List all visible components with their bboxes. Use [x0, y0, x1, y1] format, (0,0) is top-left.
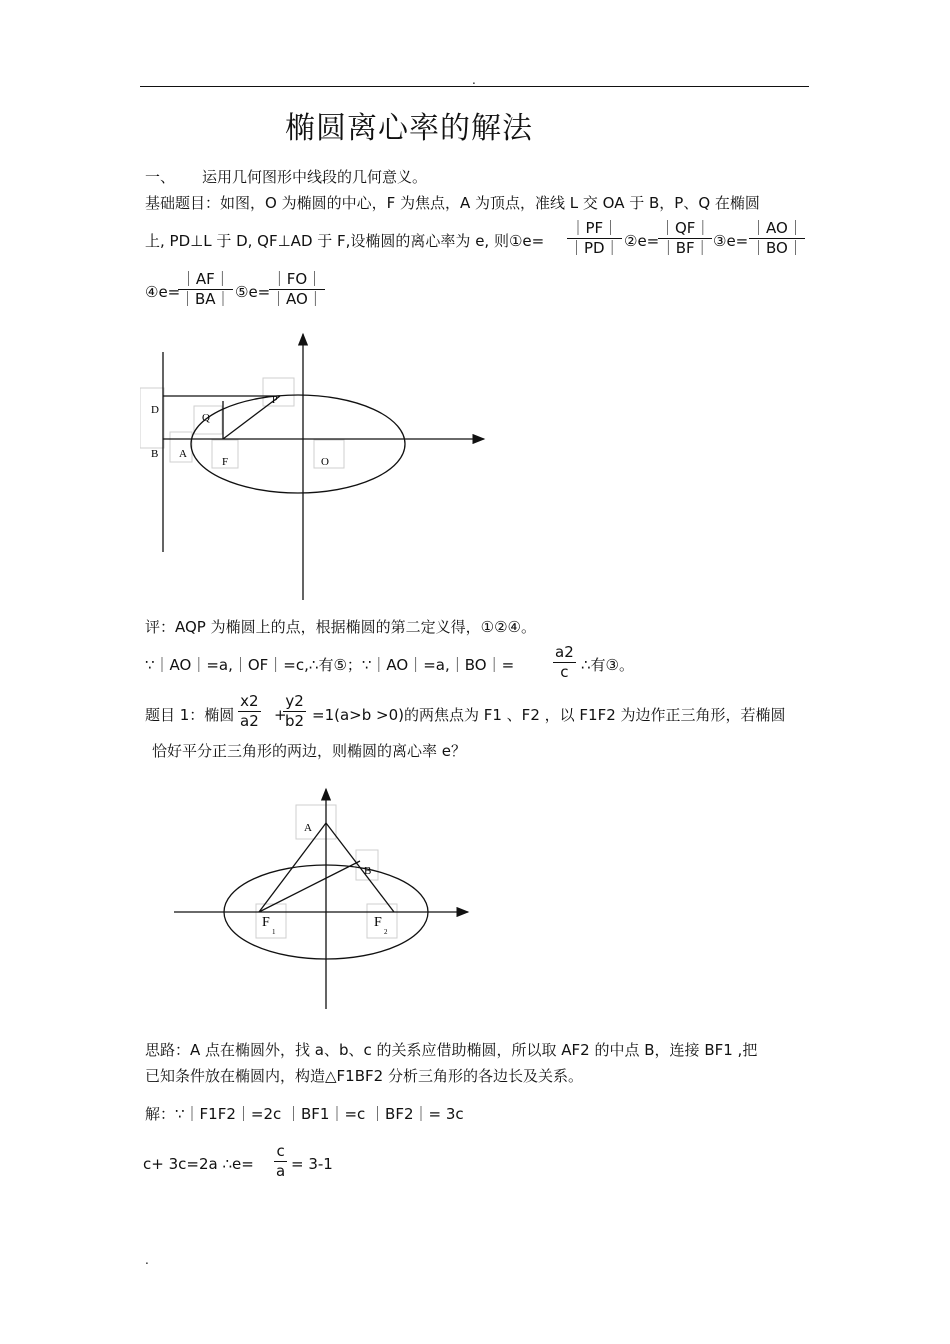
- fraction-numerator: ｜AO｜: [749, 219, 805, 239]
- fraction-c-a: [274, 1142, 287, 1181]
- segment-f1-b: [259, 861, 360, 912]
- label-box: [296, 805, 336, 839]
- point-subscript: 1: [272, 928, 276, 936]
- label-box: [140, 388, 164, 448]
- point-label: F: [222, 456, 229, 468]
- comment-line2-suffix: ∴有③。: [581, 656, 634, 674]
- point-subscript: 2: [384, 928, 388, 936]
- problem1-prefix: 题目 1：椭圆: [145, 706, 235, 724]
- fraction-numerator: ｜PF｜: [567, 219, 622, 239]
- fraction-denominator: ｜PD｜: [569, 239, 620, 257]
- fraction-qf-bf: [658, 219, 712, 258]
- point-label: D: [151, 404, 159, 416]
- section-number: 一、: [145, 168, 176, 186]
- point-label: Q: [202, 412, 210, 424]
- formula-3-label: ③e=: [713, 232, 749, 250]
- segment-a-f2: [326, 823, 394, 912]
- thinking-line1: 思路：A 点在椭圆外，找 a、b、c 的关系应借助椭圆，所以取 AF2 的中点 B，连接 BF1 ,把: [145, 1041, 758, 1059]
- fraction-denominator: c: [560, 663, 569, 681]
- section-heading: 运用几何图形中线段的几何意义。: [202, 168, 428, 186]
- header-rule: [140, 86, 809, 87]
- fraction-numerator: a2: [555, 643, 574, 661]
- fraction-denominator: a2: [240, 712, 259, 730]
- fraction-denominator: a: [276, 1162, 286, 1180]
- thinking-line2: 已知条件放在椭圆内，构造△F1BF2 分析三角形的各边长及关系。: [145, 1067, 583, 1085]
- solution-line1: 解：∵｜F1F2｜=2c ｜BF1｜=c ｜BF2｜= 3c: [145, 1105, 464, 1123]
- formula-5-label: ⑤e=: [235, 283, 271, 301]
- point-label: A: [304, 822, 312, 834]
- fraction-numerator: ｜FO｜: [269, 270, 325, 290]
- fraction-denominator: b2: [285, 712, 305, 730]
- problem1-line2: 恰好平分正三角形的两边，则椭圆的离心率 e？: [152, 742, 466, 760]
- point-label: B: [364, 865, 372, 877]
- solution-line2-suffix: = 3-1: [291, 1155, 333, 1173]
- comment-line1: 评：AQP 为椭圆上的点，根据椭圆的第二定义得，①②④。: [145, 618, 536, 636]
- plus-sign: +: [274, 706, 287, 724]
- basic-problem-line1: 基础题目：如图，O 为椭圆的中心，F 为焦点，A 为顶点，准线 L 交 OA 于 B，P、Q 在椭圆: [145, 194, 760, 212]
- segment-f1-a: [259, 823, 326, 912]
- fraction-denominator: ｜BF｜: [660, 239, 710, 257]
- formula-4-label: ④e=: [145, 283, 181, 301]
- fraction-x2-a2: [238, 692, 261, 731]
- fraction-af-ba: [178, 270, 233, 309]
- fraction-numerator: ｜AF｜: [178, 270, 233, 290]
- fraction-a2-c: [553, 643, 576, 682]
- formula-2-label: ②e=: [624, 232, 660, 250]
- point-label: F: [374, 915, 382, 930]
- page-title: 椭圆离心率的解法: [285, 111, 533, 146]
- comment-line2: ∵｜AO｜=a,｜OF｜=c,∴有⑤；∵｜AO｜=a,｜BO｜=: [145, 656, 515, 674]
- header-dot: .: [472, 73, 476, 87]
- fraction-ao-bo: [749, 219, 805, 258]
- point-label: A: [179, 448, 187, 460]
- basic-problem-line2: 上, PD⊥L 于 D, QF⊥AD 于 F,设椭圆的离心率为 e, 则①e=: [145, 232, 545, 250]
- label-box: [263, 378, 294, 406]
- fraction-numerator: ｜QF｜: [660, 219, 711, 237]
- fraction-numerator: c: [274, 1142, 287, 1162]
- label-box: [314, 440, 344, 468]
- fraction-numerator: y2: [283, 692, 306, 712]
- footer-dot: .: [145, 1253, 149, 1267]
- ellipse-directrix-figure: [140, 322, 500, 607]
- point-label: F: [262, 915, 270, 930]
- fraction-numerator: x2: [238, 692, 261, 712]
- fraction-denominator: ｜AO｜: [271, 290, 323, 308]
- fraction-denominator: ｜BA｜: [180, 290, 231, 308]
- point-label: O: [321, 456, 329, 468]
- point-label: B: [151, 448, 159, 460]
- fraction-denominator: ｜BO｜: [751, 239, 803, 257]
- fraction-fo-ao: [269, 270, 325, 309]
- fraction-y2-b2: [283, 692, 306, 731]
- solution-line2: c+ 3c=2a ∴e=: [143, 1155, 254, 1173]
- problem1-line1: =1(a>b >0)的两焦点为 F1 、F2 ，以 F1F2 为边作正三角形，若椭圆: [312, 706, 786, 724]
- triangle-ellipse-figure: [170, 783, 475, 1013]
- fraction-pf-pd: [567, 219, 622, 258]
- point-label: P: [272, 395, 278, 406]
